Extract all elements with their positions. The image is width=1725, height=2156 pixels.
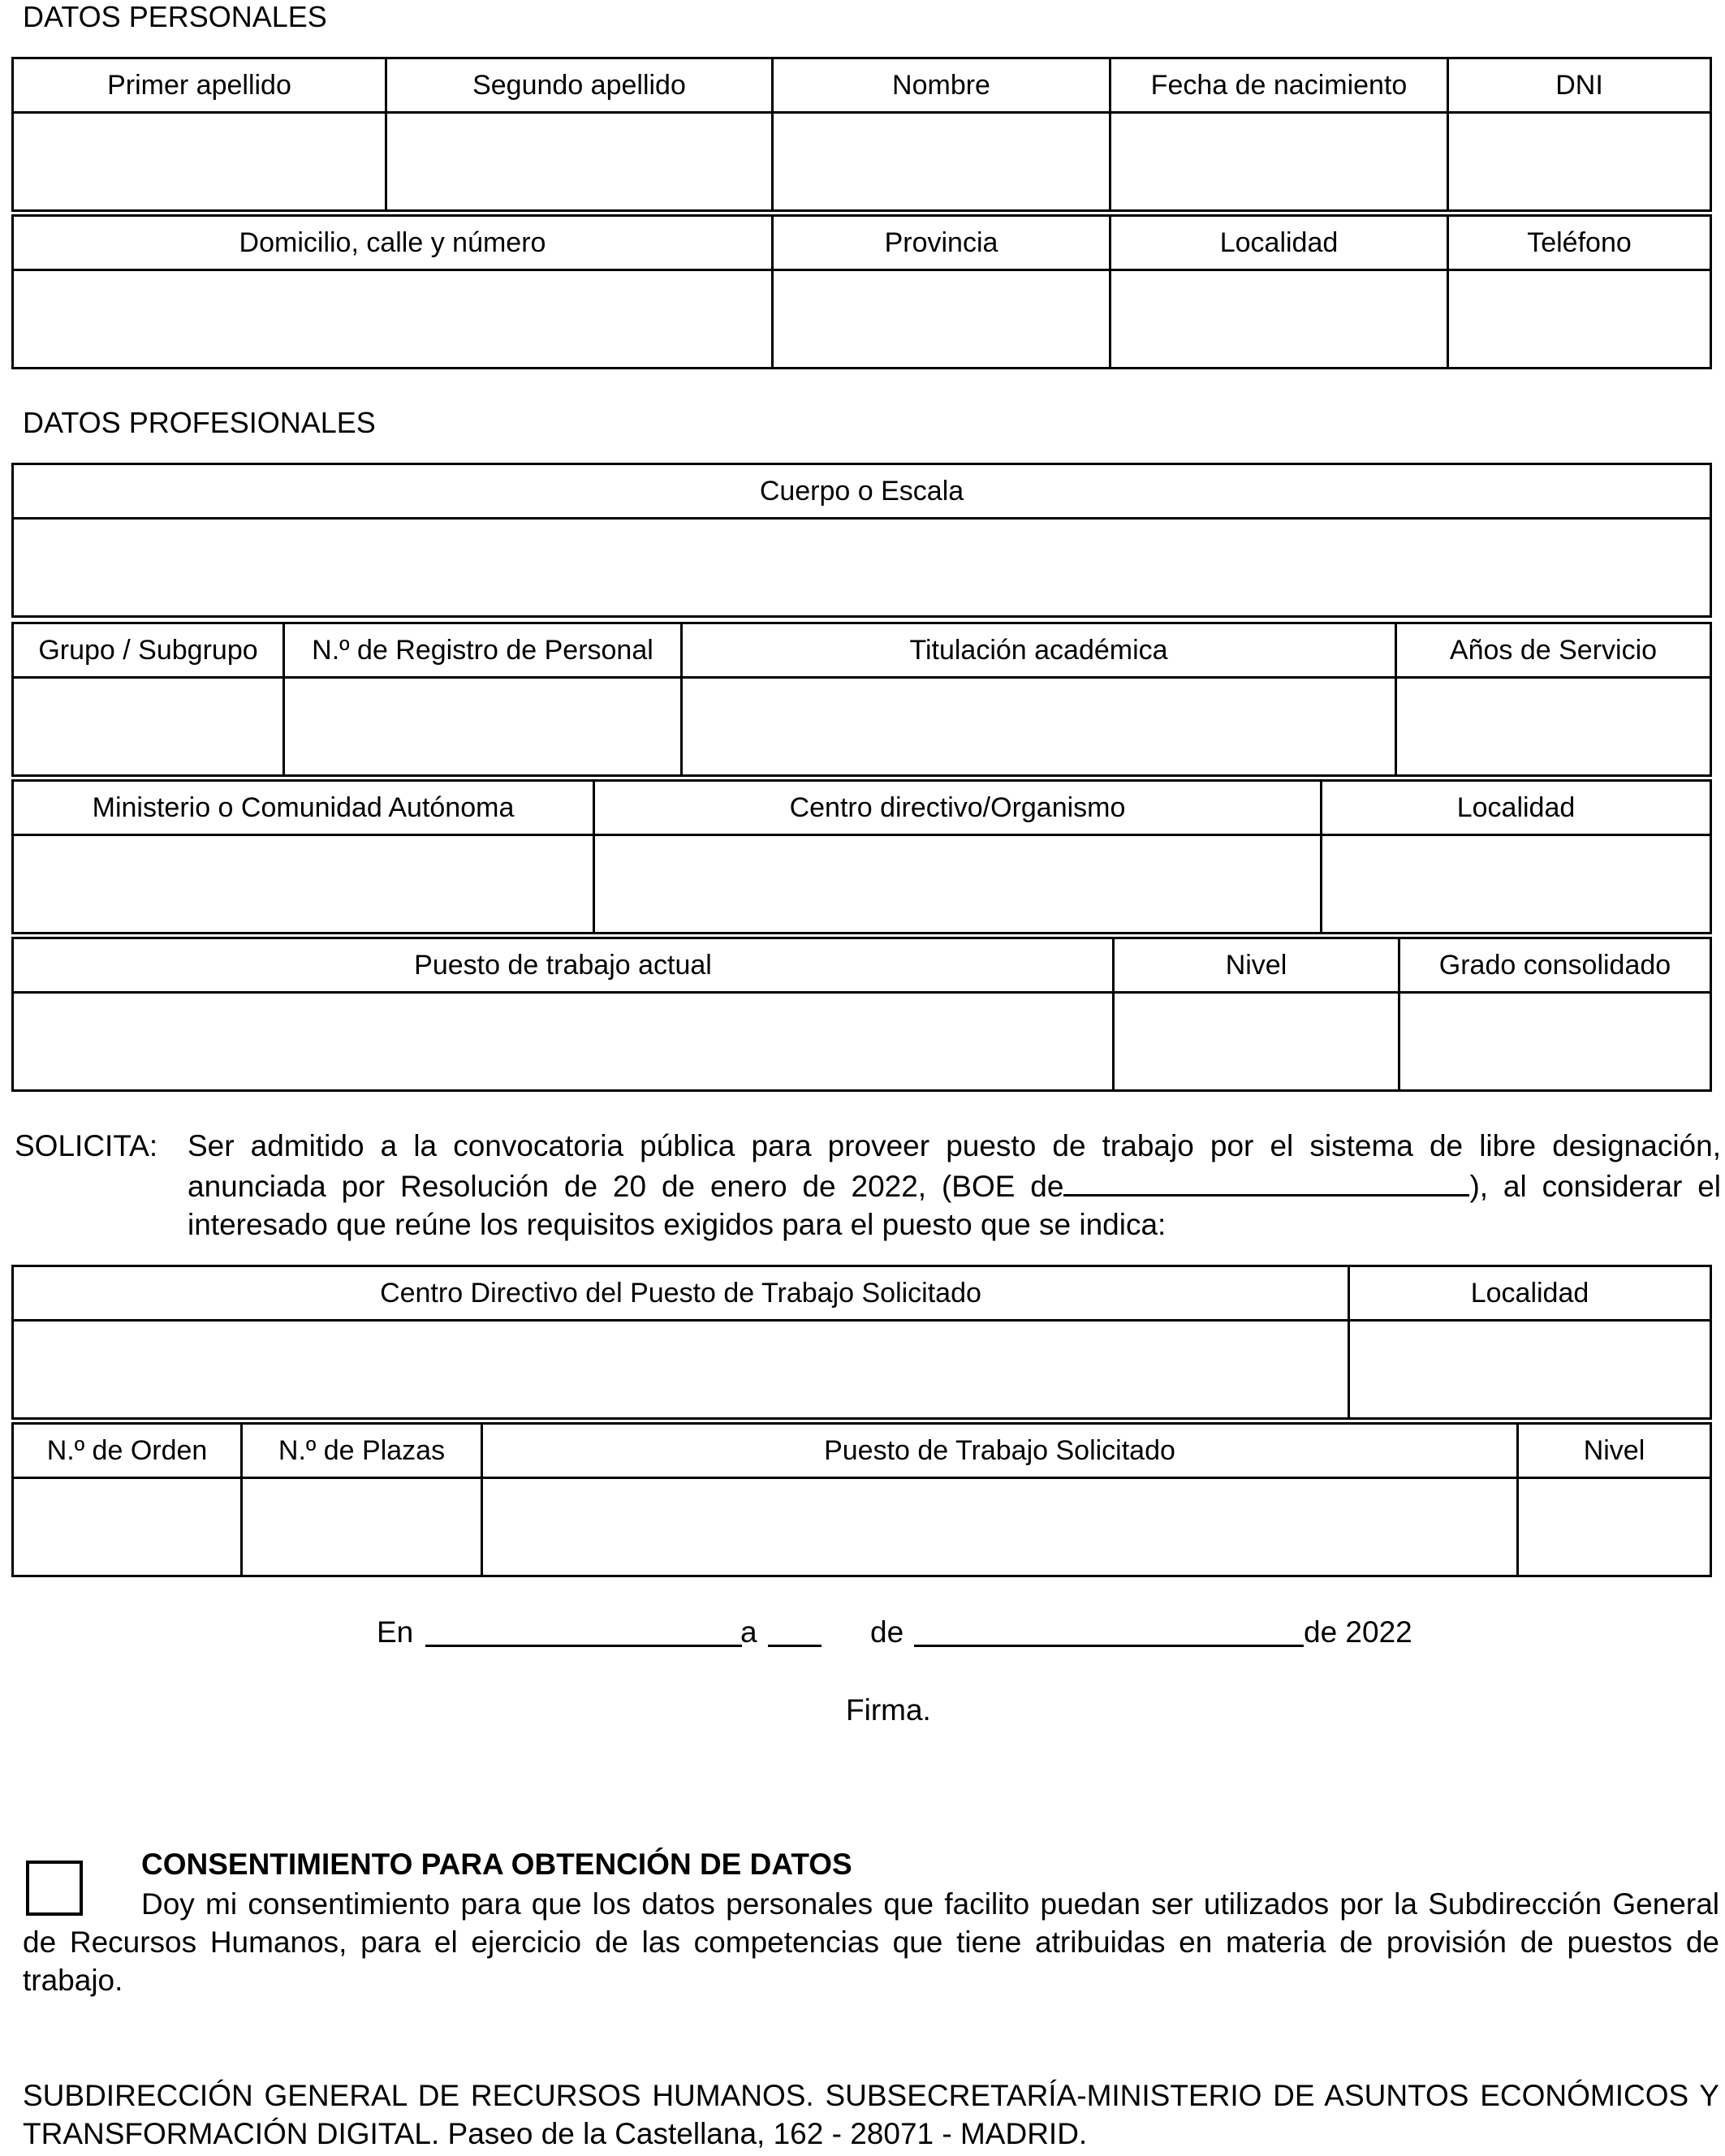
header-centro-solicitado: Centro Directivo del Puesto de Trabajo Solicitado [13,1266,1349,1321]
date-place-field[interactable] [425,1615,742,1647]
field-puesto-solicitado[interactable] [482,1478,1518,1576]
consent-title: CONSENTIMIENTO PARA OBTENCIÓN DE DATOS [141,1848,852,1881]
solicita-block [15,1127,1721,1244]
field-grupo-subgrupo[interactable] [13,678,284,776]
header-grupo-subgrupo: Grupo / Subgrupo [13,623,284,678]
consent-text: Doy mi consentimiento para que los datos personales que facilito puedan ser utilizados por la Subdirección General de Recursos Humanos, para el ejercicio de las competencias que tiene atribuidas en materia de provisión de puestos de trabajo. [23,1887,1719,1997]
solicita-text-3: al considerar el interesado que reúne los requisitos exigidos para el puesto que se indica: [188,1170,1722,1241]
field-puesto-actual[interactable] [13,993,1114,1091]
professional-table-1 [11,463,1712,618]
professional-table-2 [11,622,1712,777]
field-numero-plazas[interactable] [242,1478,482,1576]
header-numero-orden: N.º de Orden [13,1424,242,1478]
header-segundo-apellido: Segundo apellido [386,58,773,113]
field-nombre[interactable] [773,113,1110,211]
solicita-label: SOLICITA: [15,1129,158,1162]
header-fecha-nacimiento: Fecha de nacimiento [1110,58,1448,113]
header-grado-consolidado: Grado consolidado [1399,938,1711,993]
requested-table-2 [11,1422,1712,1577]
field-titulacion[interactable] [682,678,1396,776]
date-year-label: de 2022 [1304,1615,1412,1649]
field-fecha-nacimiento[interactable] [1110,113,1448,211]
field-localidad-solicitada[interactable] [1349,1321,1711,1419]
header-nivel-solicitado: Nivel [1518,1424,1711,1478]
header-puesto-actual: Puesto de trabajo actual [13,938,1114,993]
footer-address: SUBDIRECCIÓN GENERAL DE RECURSOS HUMANOS. SUBSECRETARÍA-MINISTERIO DE ASUNTOS ECONÓMICOS Y TRANSFORMACIÓN DIGITAL. Paseo de la Castellana, 162 - 28071 - MADRID. [23,2079,1719,2150]
professional-table-4 [11,937,1712,1092]
header-localidad-solicitada: Localidad [1349,1266,1711,1321]
header-ministerio: Ministerio o Comunidad Autónoma [13,781,594,835]
date-de-label: de [870,1615,904,1649]
header-centro-directivo: Centro directivo/Organismo [594,781,1322,835]
field-numero-orden[interactable] [13,1478,242,1576]
date-a-label: a [740,1615,757,1649]
professional-table-3 [11,779,1712,934]
date-month-field[interactable] [914,1615,1304,1647]
solicita-text-1: Ser admitido a la convocatoria pública para proveer puesto de trabajo por el sistema de libre designación, anunciada por Resolución de 20 de enero de 2022, (BOE de [188,1129,1721,1203]
field-telefono[interactable] [1448,270,1711,369]
header-dni: DNI [1448,58,1711,113]
header-titulacion: Titulación académica [682,623,1396,678]
header-puesto-solicitado: Puesto de Trabajo Solicitado [482,1424,1518,1478]
header-telefono: Teléfono [1448,216,1711,270]
professional-data-title: DATOS PROFESIONALES [23,406,376,439]
field-primer-apellido[interactable] [13,113,386,211]
field-domicilio[interactable] [13,270,773,369]
field-nivel-solicitado[interactable] [1518,1478,1711,1576]
field-ministerio[interactable] [13,835,594,934]
field-localidad-prof[interactable] [1322,835,1711,934]
field-grado-consolidado[interactable] [1399,993,1711,1091]
field-registro-personal[interactable] [284,678,682,776]
header-anos-servicio: Años de Servicio [1396,623,1711,678]
firma-label: Firma. [846,1693,931,1727]
header-numero-plazas: N.º de Plazas [242,1424,482,1478]
header-primer-apellido: Primer apellido [13,58,386,113]
personal-data-table-1 [11,57,1712,212]
header-registro-personal: N.º de Registro de Personal [284,623,682,678]
field-segundo-apellido[interactable] [386,113,773,211]
header-nivel-actual: Nivel [1114,938,1399,993]
requested-table-1 [11,1265,1712,1420]
boe-date-field[interactable] [1063,1165,1469,1197]
header-domicilio: Domicilio, calle y número [13,216,773,270]
header-nombre: Nombre [773,58,1110,113]
header-localidad: Localidad [1110,216,1448,270]
field-localidad[interactable] [1110,270,1448,369]
field-centro-directivo[interactable] [594,835,1322,934]
header-cuerpo-escala: Cuerpo o Escala [13,464,1711,519]
header-provincia: Provincia [773,216,1110,270]
solicita-text-2: ), [1469,1170,1489,1203]
field-cuerpo-escala[interactable] [13,519,1711,617]
personal-data-table-2 [11,214,1712,369]
field-provincia[interactable] [773,270,1110,369]
field-dni[interactable] [1448,113,1711,211]
field-centro-solicitado[interactable] [13,1321,1349,1419]
field-nivel-actual[interactable] [1114,993,1399,1091]
personal-data-title: DATOS PERSONALES [23,0,327,33]
date-day-field[interactable] [768,1615,822,1647]
date-en-label: En [377,1615,414,1649]
field-anos-servicio[interactable] [1396,678,1711,776]
header-localidad-prof: Localidad [1322,781,1711,835]
